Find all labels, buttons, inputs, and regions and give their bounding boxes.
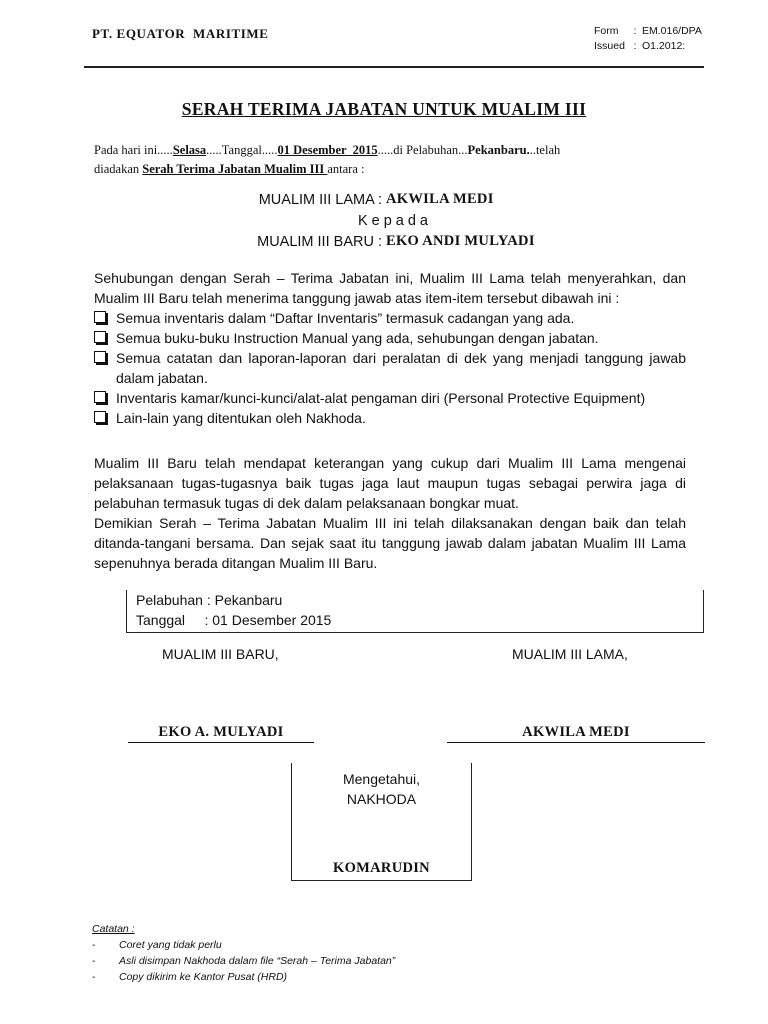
intro-text-2: .....Tanggal..... (206, 143, 278, 157)
note-item (92, 937, 395, 953)
new-officer-name: EKO ANDI MULYADI (386, 233, 535, 249)
issued-label: Issued (594, 40, 625, 52)
old-officer-signature-title: MUALIM III LAMA, (512, 646, 628, 662)
parties-block (0, 190, 768, 253)
note-item (92, 953, 395, 969)
checkbox-icon[interactable] (94, 391, 106, 403)
old-officer-signature-name: AKWILA MEDI (447, 724, 705, 743)
note-item-text: Asli disimpan Nakhoda dalam file “Serah – Terima Jabatan” (119, 955, 396, 967)
checklist-item-text: Semua buku-buku Instruction Manual yang ada, sehubungan dengan jabatan. (116, 330, 599, 346)
closing-paragraph: Demikian Serah – Terima Jabatan Mualim III ini telah dilaksanakan dengan baik dan telah ditanda-tangani bersama. Dan sejak saat itu tanggung jawab dalam jabatan Mualim III Lama sepenuhnya berada ditangan Mualim III Baru. (94, 515, 686, 571)
checklist-item-text: Semua catatan dan laporan-laporan dari peralatan di dek yang menjadi tanggung jawab dalam jabatan. (116, 350, 686, 386)
intro-text-5: diadakan (94, 162, 143, 176)
intro-text-6: antara : (327, 162, 365, 176)
witness-box (291, 763, 472, 881)
handover-checklist (94, 308, 686, 428)
briefing-paragraphs (94, 453, 686, 573)
checklist-item-text: Inventaris kamar/kunci-kunci/alat-alat pengaman diri (Personal Protective Equipment) (116, 390, 646, 406)
intro-text-4: ..telah (529, 143, 561, 157)
witness-acknowledged: Mengetahui, (342, 771, 421, 787)
old-officer-name: AKWILA MEDI (386, 191, 494, 207)
checklist-item (94, 308, 686, 328)
form-colon: : (633, 25, 637, 37)
note-dash: - (92, 971, 96, 983)
checklist-item (94, 388, 686, 408)
header-divider (84, 66, 704, 68)
intro-paragraph (94, 141, 694, 179)
note-item-text: Coret yang tidak perlu (119, 939, 222, 951)
intro-text-1: Pada hari ini..... (94, 143, 173, 157)
checkbox-icon[interactable] (94, 411, 106, 423)
form-meta (594, 24, 702, 54)
note-dash: - (92, 955, 96, 967)
document-title: SERAH TERIMA JABATAN UNTUK MUALIM III (181, 99, 587, 119)
company-name: PT. EQUATOR MARITIME (92, 26, 269, 41)
witness-name: KOMARUDIN (333, 860, 430, 876)
checklist-item-text: Lain-lain yang ditentukan oleh Nakhoda. (116, 410, 366, 426)
handover-paragraph: Sehubungan dengan Serah – Terima Jabatan ini, Mualim III Lama telah menyerahkan, dan Mualim III Baru telah menerima tanggung jawab atas item-item tersebut dibawah ini : (94, 270, 686, 306)
note-item (92, 969, 395, 985)
intro-day: Selasa (172, 143, 207, 157)
notes-section (92, 921, 395, 985)
new-officer-signature-name: EKO A. MULYADI (128, 724, 314, 743)
place-date-box (126, 590, 704, 633)
note-item-text: Copy dikirim ke Kantor Pusat (HRD) (119, 971, 288, 983)
briefing-paragraph: Mualim III Baru telah mendapat keterangan yang cukup dari Mualim III Lama mengenai pelaksanaan tugas-tugasnya baik tugas jaga laut maupun tugas sebagai perwira jaga di pelabuhan termasuk tugas di dek dalam pelaksanaan bongkar muat. (94, 455, 686, 511)
intro-date: 01 Desember 2015 (277, 143, 378, 157)
checkbox-icon[interactable] (94, 331, 106, 343)
note-dash: - (92, 939, 96, 951)
new-officer-signature-title: MUALIM III BARU, (162, 646, 279, 662)
old-officer-label: MUALIM III LAMA : (258, 192, 382, 208)
new-officer-label: MUALIM III BARU : (257, 234, 382, 250)
issued-colon: : (633, 40, 637, 52)
intro-event: Serah Terima Jabatan Mualim III (142, 162, 328, 176)
notes-heading: Catatan : (92, 923, 135, 935)
intro-text-3: .....di Pelabuhan... (377, 143, 468, 157)
checklist-item (94, 408, 686, 428)
date-line: Tanggal : 01 Desember 2015 (136, 612, 332, 628)
checkbox-icon[interactable] (94, 311, 106, 323)
checklist-item (94, 328, 686, 348)
intro-port: Pekanbaru. (467, 143, 530, 157)
issued-value: O1.2012: (642, 40, 686, 52)
witness-role: NAKHODA (346, 791, 417, 807)
form-number: EM.016/DPA (642, 25, 702, 37)
port-line: Pelabuhan : Pekanbaru (136, 592, 283, 608)
checkbox-icon[interactable] (94, 351, 106, 363)
checklist-item (94, 348, 686, 388)
kepada-text: Kepada (358, 213, 432, 229)
checklist-item-text: Semua inventaris dalam “Daftar Inventaris” termasuk cadangan yang ada. (116, 310, 575, 326)
form-label: Form (594, 25, 619, 37)
